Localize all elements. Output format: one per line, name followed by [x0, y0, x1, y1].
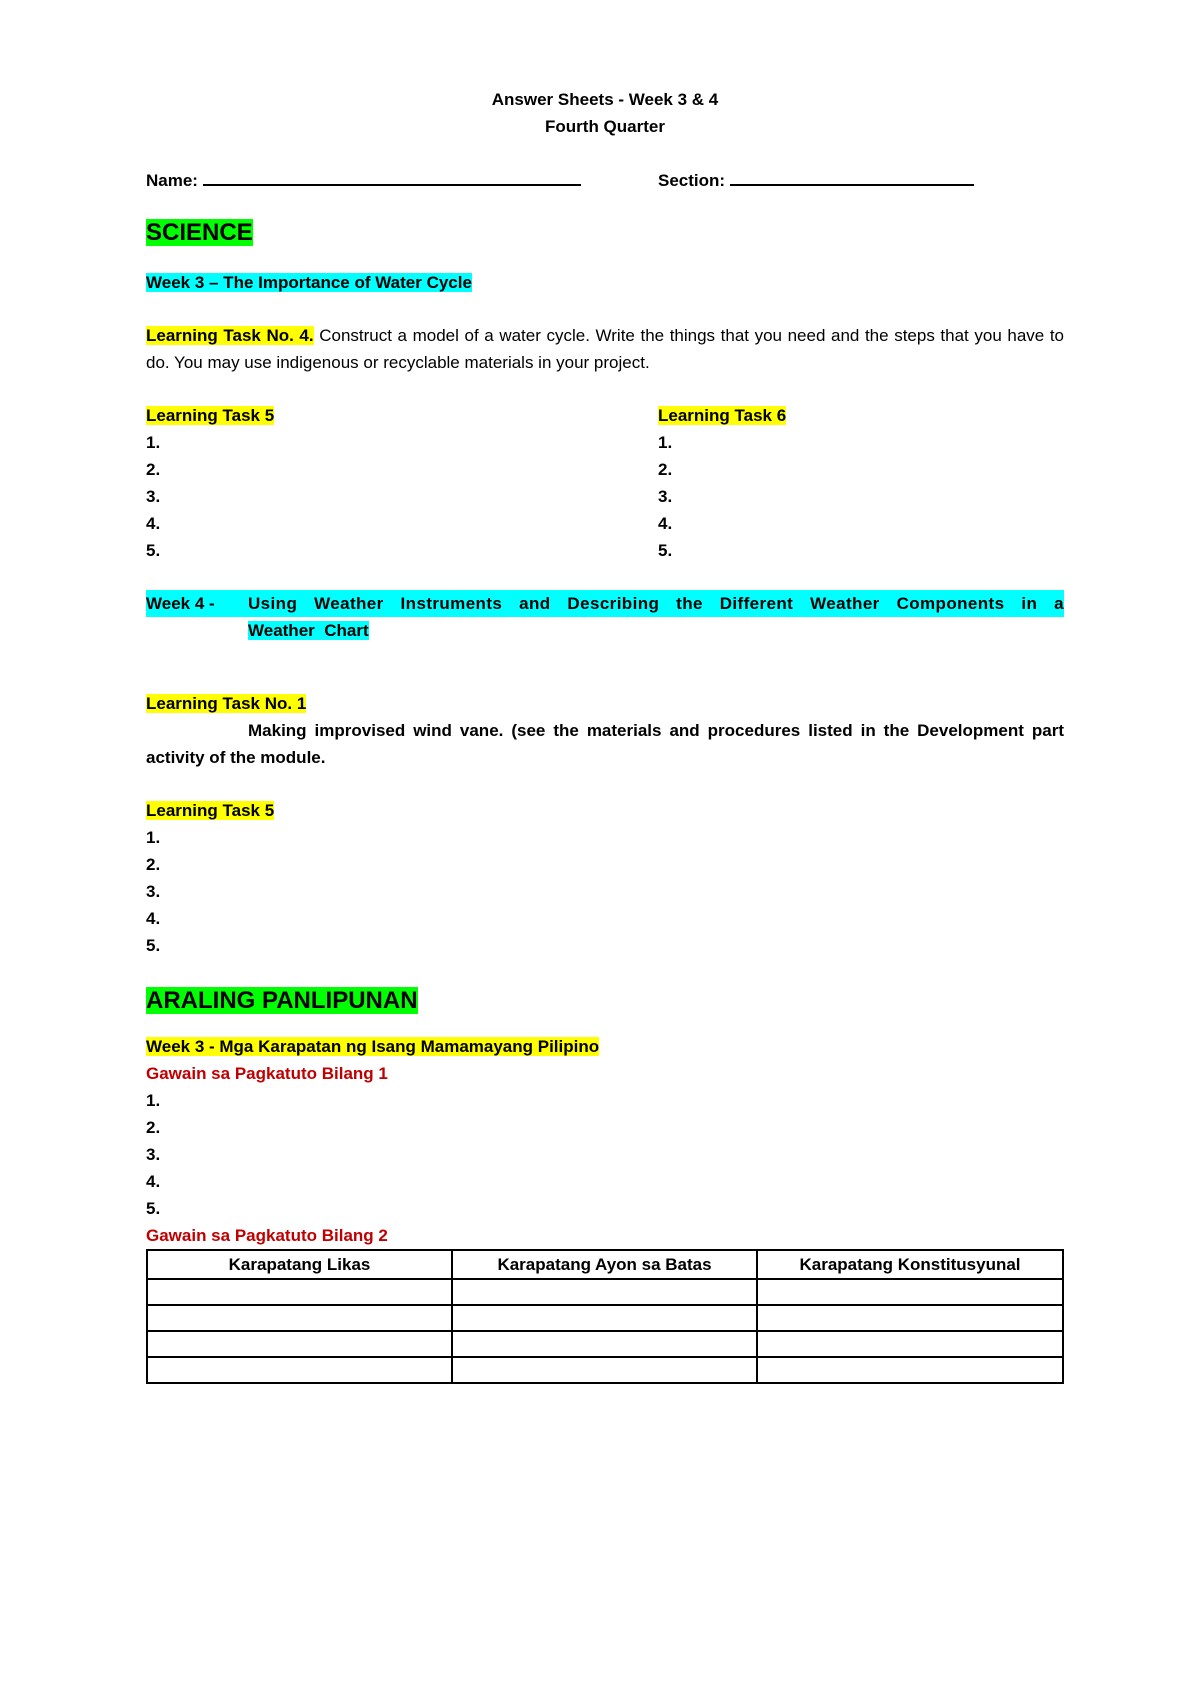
answer-line[interactable]: 3.: [146, 882, 161, 901]
table-header-row: [147, 1250, 1063, 1279]
document-title: Answer Sheets - Week 3 & 4: [491, 90, 719, 109]
answer-line[interactable]: 3.: [146, 1145, 161, 1164]
table-row: [147, 1357, 1063, 1383]
table-header-ayon-sa-batas: Karapatang Ayon sa Batas: [452, 1250, 757, 1279]
student-info-row: [146, 166, 1064, 193]
answer-line[interactable]: 1.: [146, 828, 161, 847]
table-row: [147, 1331, 1063, 1357]
answer-line[interactable]: 4.: [146, 1172, 161, 1191]
task4-instructions: Construct a model of a water cycle. Write the things that you need and the steps that you have to do. You may use indigenous or recyclable materials in your project.: [146, 326, 1064, 372]
task5-label: Learning Task 5: [146, 406, 275, 425]
answer-sheet-page: [146, 86, 1064, 1384]
table-cell[interactable]: [757, 1305, 1063, 1331]
answer-line[interactable]: 5.: [146, 936, 161, 955]
gawain-2-label: Gawain sa Pagkatuto Bilang 2: [146, 1226, 388, 1245]
w4-task1-label: Learning Task No. 1: [146, 694, 307, 713]
learning-task-4: [146, 322, 1064, 376]
ap-week3-title: Week 3 - Mga Karapatan ng Isang Mamamayang Pilipino: [146, 1037, 600, 1056]
answer-line[interactable]: 1.: [146, 433, 161, 452]
science-week3-answer-columns: [146, 402, 1064, 564]
answer-line[interactable]: 1.: [658, 433, 673, 452]
answer-line[interactable]: 4.: [146, 514, 161, 533]
table-cell[interactable]: [452, 1305, 757, 1331]
karapatan-table: [146, 1249, 1064, 1384]
answer-line[interactable]: 3.: [658, 487, 673, 506]
science-heading: SCIENCE: [146, 219, 253, 246]
task6-column: [658, 402, 786, 564]
answer-line[interactable]: 5.: [146, 1199, 161, 1218]
table-cell[interactable]: [452, 1279, 757, 1305]
task4-label: Learning Task No. 4.: [146, 326, 314, 345]
table-cell[interactable]: [757, 1357, 1063, 1383]
table-row: [147, 1305, 1063, 1331]
name-field[interactable]: [203, 166, 581, 186]
w4-task5-label: Learning Task 5: [146, 801, 275, 820]
answer-line[interactable]: 2.: [146, 460, 161, 479]
answer-line[interactable]: 5.: [146, 541, 161, 560]
answer-line[interactable]: 3.: [146, 487, 161, 506]
science-week4-title: [146, 590, 1064, 644]
w4-task1-instructions: Making improvised wind vane. (see the materials and procedures listed in the Development part activity of the module.: [146, 721, 1064, 767]
w4-task5-column: [146, 797, 1064, 959]
table-cell[interactable]: [757, 1279, 1063, 1305]
name-label: Name:: [146, 171, 198, 190]
week4-title-line2: Weather Chart: [248, 621, 369, 640]
answer-line[interactable]: 4.: [146, 909, 161, 928]
answer-line[interactable]: 1.: [146, 1091, 161, 1110]
table-cell[interactable]: [147, 1357, 452, 1383]
week4-prefix: Week 4 -: [146, 590, 248, 617]
answer-line[interactable]: 5.: [658, 541, 673, 560]
table-header-likas: Karapatang Likas: [147, 1250, 452, 1279]
table-cell[interactable]: [757, 1331, 1063, 1357]
table-cell[interactable]: [452, 1357, 757, 1383]
answer-line[interactable]: 2.: [146, 855, 161, 874]
answer-line[interactable]: 4.: [658, 514, 673, 533]
document-subtitle: Fourth Quarter: [545, 117, 665, 136]
section-field[interactable]: [730, 166, 974, 186]
science-week3-title: Week 3 – The Importance of Water Cycle: [146, 273, 472, 292]
week4-title-line1: Using Weather Instruments and Describing the Different Weather Components in a: [248, 590, 1064, 617]
section-label: Section:: [658, 171, 726, 190]
table-cell[interactable]: [147, 1305, 452, 1331]
table-row: [147, 1279, 1063, 1305]
gawain-1-label: Gawain sa Pagkatuto Bilang 1: [146, 1064, 388, 1083]
answer-line[interactable]: 2.: [146, 1118, 161, 1137]
table-cell[interactable]: [147, 1279, 452, 1305]
answer-line[interactable]: 2.: [658, 460, 673, 479]
task5-column: [146, 402, 658, 564]
table-cell[interactable]: [147, 1331, 452, 1357]
table-cell[interactable]: [452, 1331, 757, 1357]
table-header-konstitusyunal: Karapatang Konstitusyunal: [757, 1250, 1063, 1279]
gawain-1-answers: [146, 1087, 1064, 1222]
task6-label: Learning Task 6: [658, 406, 787, 425]
araling-panlipunan-heading: ARALING PANLIPUNAN: [146, 987, 418, 1014]
